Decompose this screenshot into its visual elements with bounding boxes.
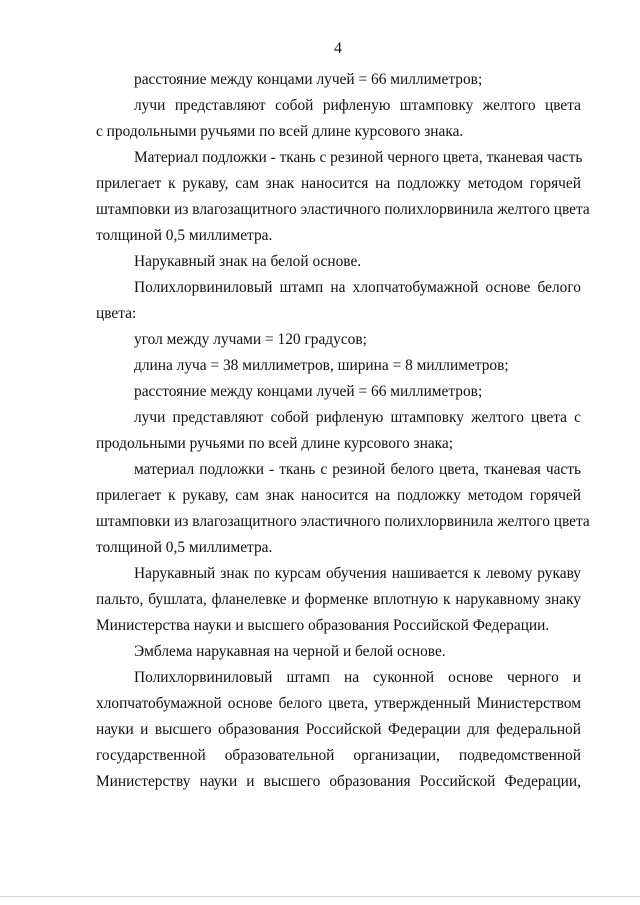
- text-line: государственной образовательной организации, подведомственной: [96, 747, 581, 764]
- text-line: толщиной 0,5 миллиметра.: [96, 227, 273, 244]
- text-line: Нарукавный знак на белой основе.: [134, 253, 362, 270]
- text-line: продольными ручьями по всей длине курсового знака;: [96, 435, 454, 452]
- page-number: 4: [334, 40, 342, 57]
- text-line: длина луча = 38 миллиметров, ширина = 8 миллиметров;: [134, 357, 509, 374]
- text-line: Материал подложки - ткань с резиной черного цвета, тканевая часть: [134, 149, 583, 166]
- text-line: Министерству науки и высшего образования Российской Федерации,: [96, 773, 581, 790]
- text-line: расстояние между концами лучей = 66 миллиметров;: [134, 383, 483, 400]
- scan-edge-line: [0, 896, 640, 897]
- text-line: толщиной 0,5 миллиметра.: [96, 539, 273, 556]
- text-line: пальто, бушлата, фланелевке и форменке вплотную к нарукавному знаку: [96, 591, 581, 608]
- text-line: Полихлорвиниловый штамп на хлопчатобумажной основе белого: [134, 279, 581, 296]
- text-line: Министерства науки и высшего образования Российской Федерации.: [96, 617, 550, 634]
- text-line: цвета:: [96, 305, 137, 322]
- text-line: прилегает к рукаву, сам знак наносится на подложку методом горячей: [96, 175, 581, 192]
- text-line: штамповки из влагозащитного эластичного полихлорвинила желтого цвета: [96, 513, 590, 530]
- text-line: лучи представляют собой рифленую штамповку желтого цвета: [134, 97, 581, 114]
- text-line: хлопчатобумажной основе белого цвета, утвержденный Министерством: [96, 695, 581, 712]
- text-line: расстояние между концами лучей = 66 миллиметров;: [134, 71, 483, 88]
- text-line: с продольными ручьями по всей длине курсового знака.: [96, 123, 464, 140]
- text-line: материал подложки - ткань с резиной белого цвета, тканевая часть: [134, 461, 581, 478]
- text-line: угол между лучами = 120 градусов;: [134, 331, 367, 348]
- text-line: Полихлорвиниловый штамп на суконной основе черного и: [134, 669, 581, 686]
- text-line: лучи представляют собой рифленую штамповку желтого цвета с: [134, 409, 581, 426]
- text-line: Эмблема нарукавная на черной и белой основе.: [134, 643, 446, 660]
- text-line: прилегает к рукаву, сам знак наносится на подложку методом горячей: [96, 487, 581, 504]
- text-line: штамповки из влагозащитного эластичного полихлорвинила желтого цвета: [96, 201, 590, 218]
- text-line: науки и высшего образования Российской Федерации для федеральной: [96, 721, 581, 738]
- text-line: Нарукавный знак по курсам обучения нашивается к левому рукаву: [134, 565, 581, 582]
